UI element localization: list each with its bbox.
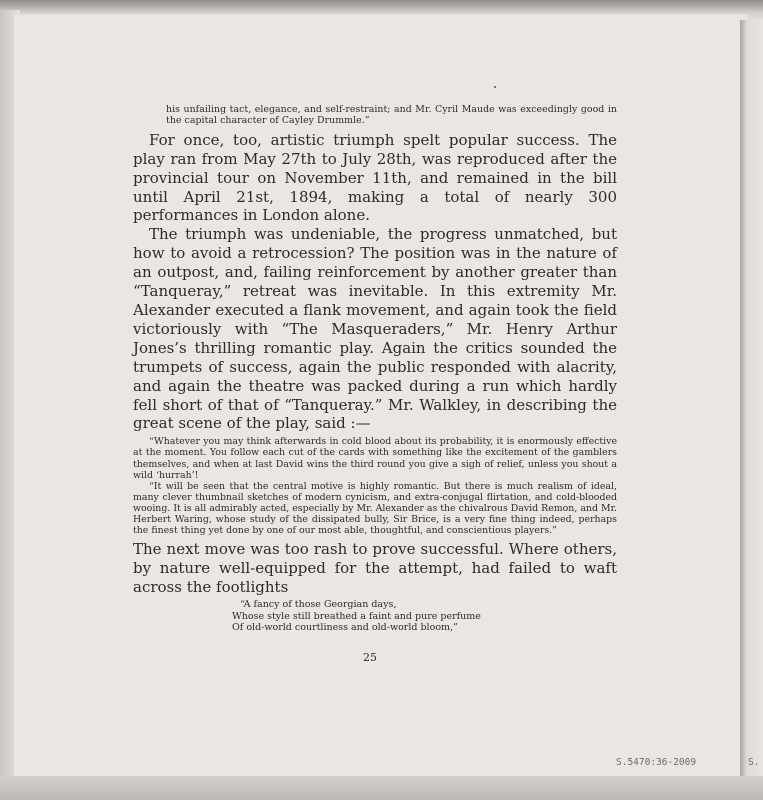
shelfmark: S.5470:36-2009	[616, 757, 697, 768]
shelfmark-edge: S.	[748, 757, 760, 768]
scan-bottom-edge	[0, 776, 763, 800]
verse-quote	[133, 599, 617, 634]
paragraph-triumph: The triumph was undeniable, the progress unmatched, but how to avoid a retrocession? The position was in the nature of an outpost, and, failing reinforcement by another greater than “Tanqueray,” retreat was inevitable. In this extremity Mr. Alexander executed a flank movement, and again took the field victoriously with “The Masqueraders,” Mr. Henry Arthur Jones’s thrilling romantic play. Again the critics sounded the trumpets of success, again the public responded with alacrity, and again the theatre was packed during a run which hardly fell short of that of “Tanqueray.” Mr. Walkley, in describing the great scene of the play, said :—	[133, 225, 617, 433]
ink-speck	[494, 86, 496, 88]
paragraph-next-move: The next move was too rash to prove successful. Where others, by nature well-equipped for the attempt, had failed to waft across the footlights	[133, 540, 617, 596]
verse-line: Of old-world courtliness and old-world bloom,”	[232, 622, 458, 634]
quote-paragraph-2: “It will be seen that the central motive is highly romantic. But there is much realism of ideal, many clever thumbnail sketches of modern cynicism, and extra-conjugal flirtation, and cold-blooded wooing. It is all admirably acted, especially by Mr. Alexander as the chivalrous David Remon, and Mr. Herbert Waring, whose study of the dissipated bully, Sir Brice, is a very fine thing indeed, perhaps the finest thing yet done by one of our most able, thoughtful, and conscientious players.”	[133, 480, 617, 537]
verse-line: Whose style still breathed a faint and pure perfume	[232, 610, 481, 622]
continued-quote: his unfailing tact, elegance, and self-restraint; and Mr. Cyril Maude was exceedingly good in the capital character of Cayley Drummle.”	[166, 104, 617, 127]
next-page-edge	[740, 20, 763, 800]
quote-paragraph-1: “Whatever you may think afterwards in cold blood about its probability, it is enormously effective at the moment. You follow each cut of the cards with something like the excitement of the gamblers themselves, and when at last David wins the third round you give a sigh of relief, unless you shout a wild ‘hurrah’!	[133, 436, 617, 481]
paragraph-success: For once, too, artistic triumph spelt popular success. The play ran from May 27th to July 28th, was reproduced after the provincial tour on November 11th, and remained in the bill until April 21st, 1894, making a total of nearly 300 performances in London alone.	[133, 130, 617, 225]
page-number: 25	[363, 651, 377, 664]
walkley-quote	[133, 436, 617, 536]
page-text	[133, 104, 617, 634]
verse-line: “A fancy of those Georgian days,	[240, 598, 397, 610]
